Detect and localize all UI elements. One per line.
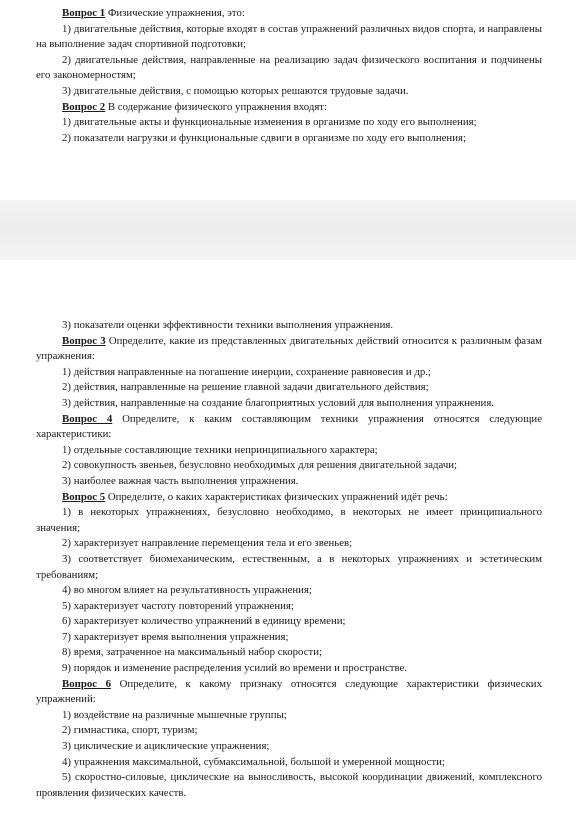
question-text: Определите, к каким составляющим техники упражнения относятся следующие характеристики: bbox=[36, 412, 542, 441]
answer-option: 3) двигательные действия, с помощью которых решаются трудовые задачи. bbox=[62, 84, 409, 97]
answer-option: 9) порядок и изменение распределения усилий во времени и пространстве. bbox=[62, 662, 408, 675]
question-label: Вопрос 3 bbox=[62, 334, 106, 347]
document-page-1 bbox=[0, 6, 576, 146]
answer-option: 2) показатели нагрузки и функциональные сдвиги в организме по ходу его выполнения; bbox=[62, 131, 466, 144]
answer-option: 1) воздействие на различные мышечные группы; bbox=[62, 708, 287, 721]
answer-option: 2) двигательные действия, направленные на реализацию задач физического воспитания и подчинены его закономерностям; bbox=[36, 53, 542, 82]
answer-option: 3) действия, направленные на создание благоприятных условий для выполнения упражнения. bbox=[62, 396, 494, 409]
answer-option: 1) отдельные составляющие техники непринципиального характера; bbox=[62, 443, 378, 456]
answer-option: 7) характеризует время выполнения упражнения; bbox=[62, 630, 289, 643]
question-text: Определите, какие из представленных двигательных действий относится к различным фазам упражнения: bbox=[36, 334, 542, 363]
page-gap bbox=[0, 200, 576, 260]
answer-option: 2) характеризует направление перемещения тела и его звеньев; bbox=[62, 537, 353, 550]
question-text: Определите, о каких характеристиках физических упражнений идёт речь: bbox=[105, 490, 448, 503]
question-label: Вопрос 6 bbox=[62, 677, 112, 690]
answer-option: 2) действия, направленные на решение главной задачи двигательного действия; bbox=[62, 381, 429, 394]
answer-option: 2) гимнастика, спорт, туризм; bbox=[62, 724, 198, 737]
question-heading bbox=[36, 412, 542, 443]
answer-option: 8) время, затраченное на максимальный набор скорости; bbox=[62, 646, 322, 659]
answer-option: 5) скоростно-силовые, циклические на выносливость, высокой координации движений, комплексного проявления физических качеств. bbox=[36, 771, 542, 799]
question-label: Вопрос 2 bbox=[62, 100, 106, 113]
answer-option: 4) во многом влияет на результативность упражнения; bbox=[62, 584, 312, 597]
question-label: Вопрос 4 bbox=[62, 412, 113, 425]
document-page-2 bbox=[0, 318, 576, 801]
question-text: Физические упражнения, это: bbox=[105, 7, 245, 19]
answer-option: 3) показатели оценки эффективности техники выполнения упражнения. bbox=[62, 319, 394, 331]
answer-option: 3) наиболее важная часть выполнения упражнения. bbox=[62, 474, 299, 487]
question-heading bbox=[36, 334, 542, 365]
answer-option: 2) совокупность звеньев, безусловно необходимых для решения двигательной задачи; bbox=[62, 459, 458, 472]
question-heading bbox=[36, 100, 542, 116]
answer-option: 1) в некоторых упражнениях, безусловно необходимо, в некоторых не имеет принципиального значения; bbox=[36, 506, 542, 534]
answer-option: 4) упражнения максимальной, субмаксимальной, большой и умеренной мощности; bbox=[62, 755, 445, 768]
answer-option: 1) действия направленные на погашение инерции, сохранение равновесия и др.; bbox=[62, 365, 431, 378]
question-heading bbox=[36, 490, 542, 506]
answer-option: 6) характеризует количество упражнений в единицу времени; bbox=[62, 615, 346, 628]
question-label: Вопрос 1 bbox=[62, 7, 106, 19]
answer-option: 3) соответствует биомеханическим, естественным, а в некоторых упражнениях и эстетическим требованиям; bbox=[36, 552, 542, 581]
answer-option: 3) циклические и ациклические упражнения; bbox=[62, 740, 270, 753]
question-heading bbox=[36, 6, 542, 22]
question-label: Вопрос 5 bbox=[62, 490, 106, 503]
question-heading bbox=[36, 677, 542, 708]
question-text: В содержание физического упражнения входят: bbox=[105, 100, 328, 113]
question-text: Определите, к какому признаку относятся следующие характеристики физических упражнений: bbox=[36, 677, 542, 706]
answer-option: 1) двигательные акты и функциональные изменения в организме по ходу его выполнения; bbox=[62, 116, 477, 129]
answer-option: 1) двигательные действия, которые входят в состав упражнений различных видов спорта, и направлены на выполнение задач спортивной подготовки; bbox=[36, 22, 542, 51]
answer-option: 5) характеризует частоту повторений упражнения; bbox=[62, 599, 294, 612]
